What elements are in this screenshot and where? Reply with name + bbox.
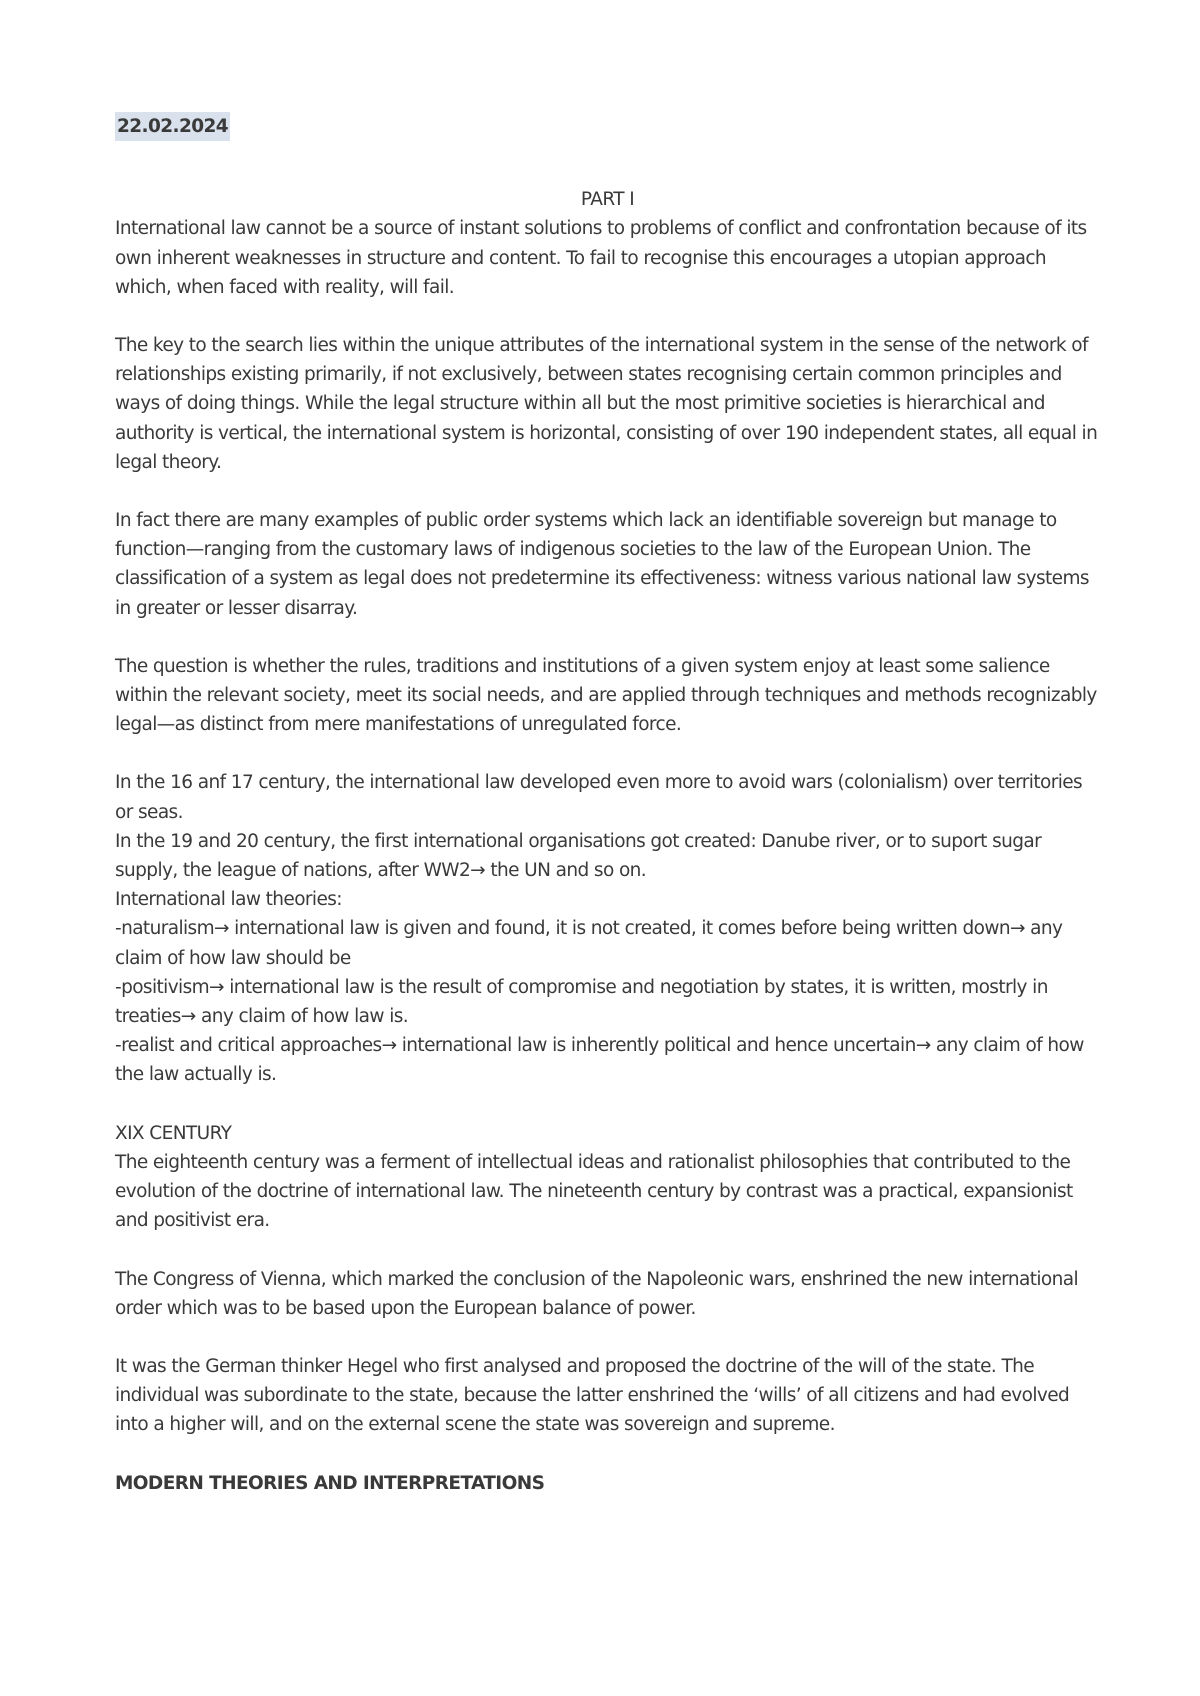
history-19-20-century: In the 19 and 20 century, the first international organisations got created: Danube river, or to suport sugar supply, the league of nations, after WW2→ the UN and so on.	[115, 830, 1042, 882]
history-16-17-century: In the 16 anf 17 century, the international law developed even more to avoid wars (colonialism) over territories or seas.	[115, 772, 1083, 823]
theory-naturalism: -naturalism→ international law is given and found, it is not created, it comes before being written down→ any claim of how law should be	[115, 918, 1063, 969]
paragraph-eighteenth-century: The eighteenth century was a ferment of intellectual ideas and rationalist philosophies that contributed to the evolution of the doctrine of international law. The nineteenth century by contrast was a practical, expansionist and positivist era.	[115, 1151, 1073, 1232]
date-highlight: 22.02.2024	[115, 112, 230, 141]
history-section	[115, 768, 1100, 1089]
paragraph-international-system: The key to the search lies within the unique attributes of the international system in the sense of the network of relationships existing primarily, if not exclusively, between states recognising certain common principles and ways of doing things. While the legal structure within all but the most primitive societies is hierarchical and authority is vertical, the international system is horizontal, consisting of over 190 independent states, all equal in legal theory.	[115, 335, 1098, 473]
modern-theories-heading: MODERN THEORIES AND INTERPRETATIONS	[115, 1472, 545, 1494]
xix-century-section	[115, 1119, 1100, 1440]
document-body	[115, 112, 1100, 1498]
part-title: PART I	[580, 189, 635, 211]
paragraph-hegel: It was the German thinker Hegel who first analysed and proposed the doctrine of the will of the state. The individual was subordinate to the state, because the latter enshrined the ‘wills’ of all citizens and had evolved into a higher will, and on the external scene the state was sovereign and supreme.	[115, 1355, 1070, 1436]
paragraph-congress-of-vienna: The Congress of Vienna, which marked the conclusion of the Napoleonic wars, enshrined the new international order which was to be based upon the European balance of power.	[115, 1268, 1079, 1319]
paragraph-question-rules: The question is whether the rules, traditions and institutions of a given system enjoy at least some salience within the relevant society, meet its social needs, and are applied through techniques and methods recognizably legal—as distinct from mere manifestations of unregulated force.	[115, 655, 1097, 736]
theory-positivism: -positivism→ international law is the result of compromise and negotiation by states, it is written, mostrly in treaties→ any claim of how law is.	[115, 976, 1048, 1028]
paragraph-international-law-weakness: International law cannot be a source of instant solutions to problems of conflict and confrontation because of its own inherent weaknesses in structure and content. To fail to recognise this encourages a utopian approach which, when faced with reality, will fail.	[115, 218, 1087, 298]
xix-century-heading: XIX CENTURY	[115, 1122, 232, 1144]
theories-heading: International law theories:	[115, 889, 342, 911]
theory-realist-critical: -realist and critical approaches→ international law is inherently political and hence uncertain→ any claim of how the law actually is.	[115, 1035, 1084, 1086]
paragraph-public-order-systems: In fact there are many examples of public order systems which lack an identifiable sovereign but manage to function—ranging from the customary laws of indigenous societies to the law of the European Union. The classification of a system as legal does not predetermine its effectiveness: witness various national law systems in greater or lesser disarray.	[115, 510, 1089, 619]
